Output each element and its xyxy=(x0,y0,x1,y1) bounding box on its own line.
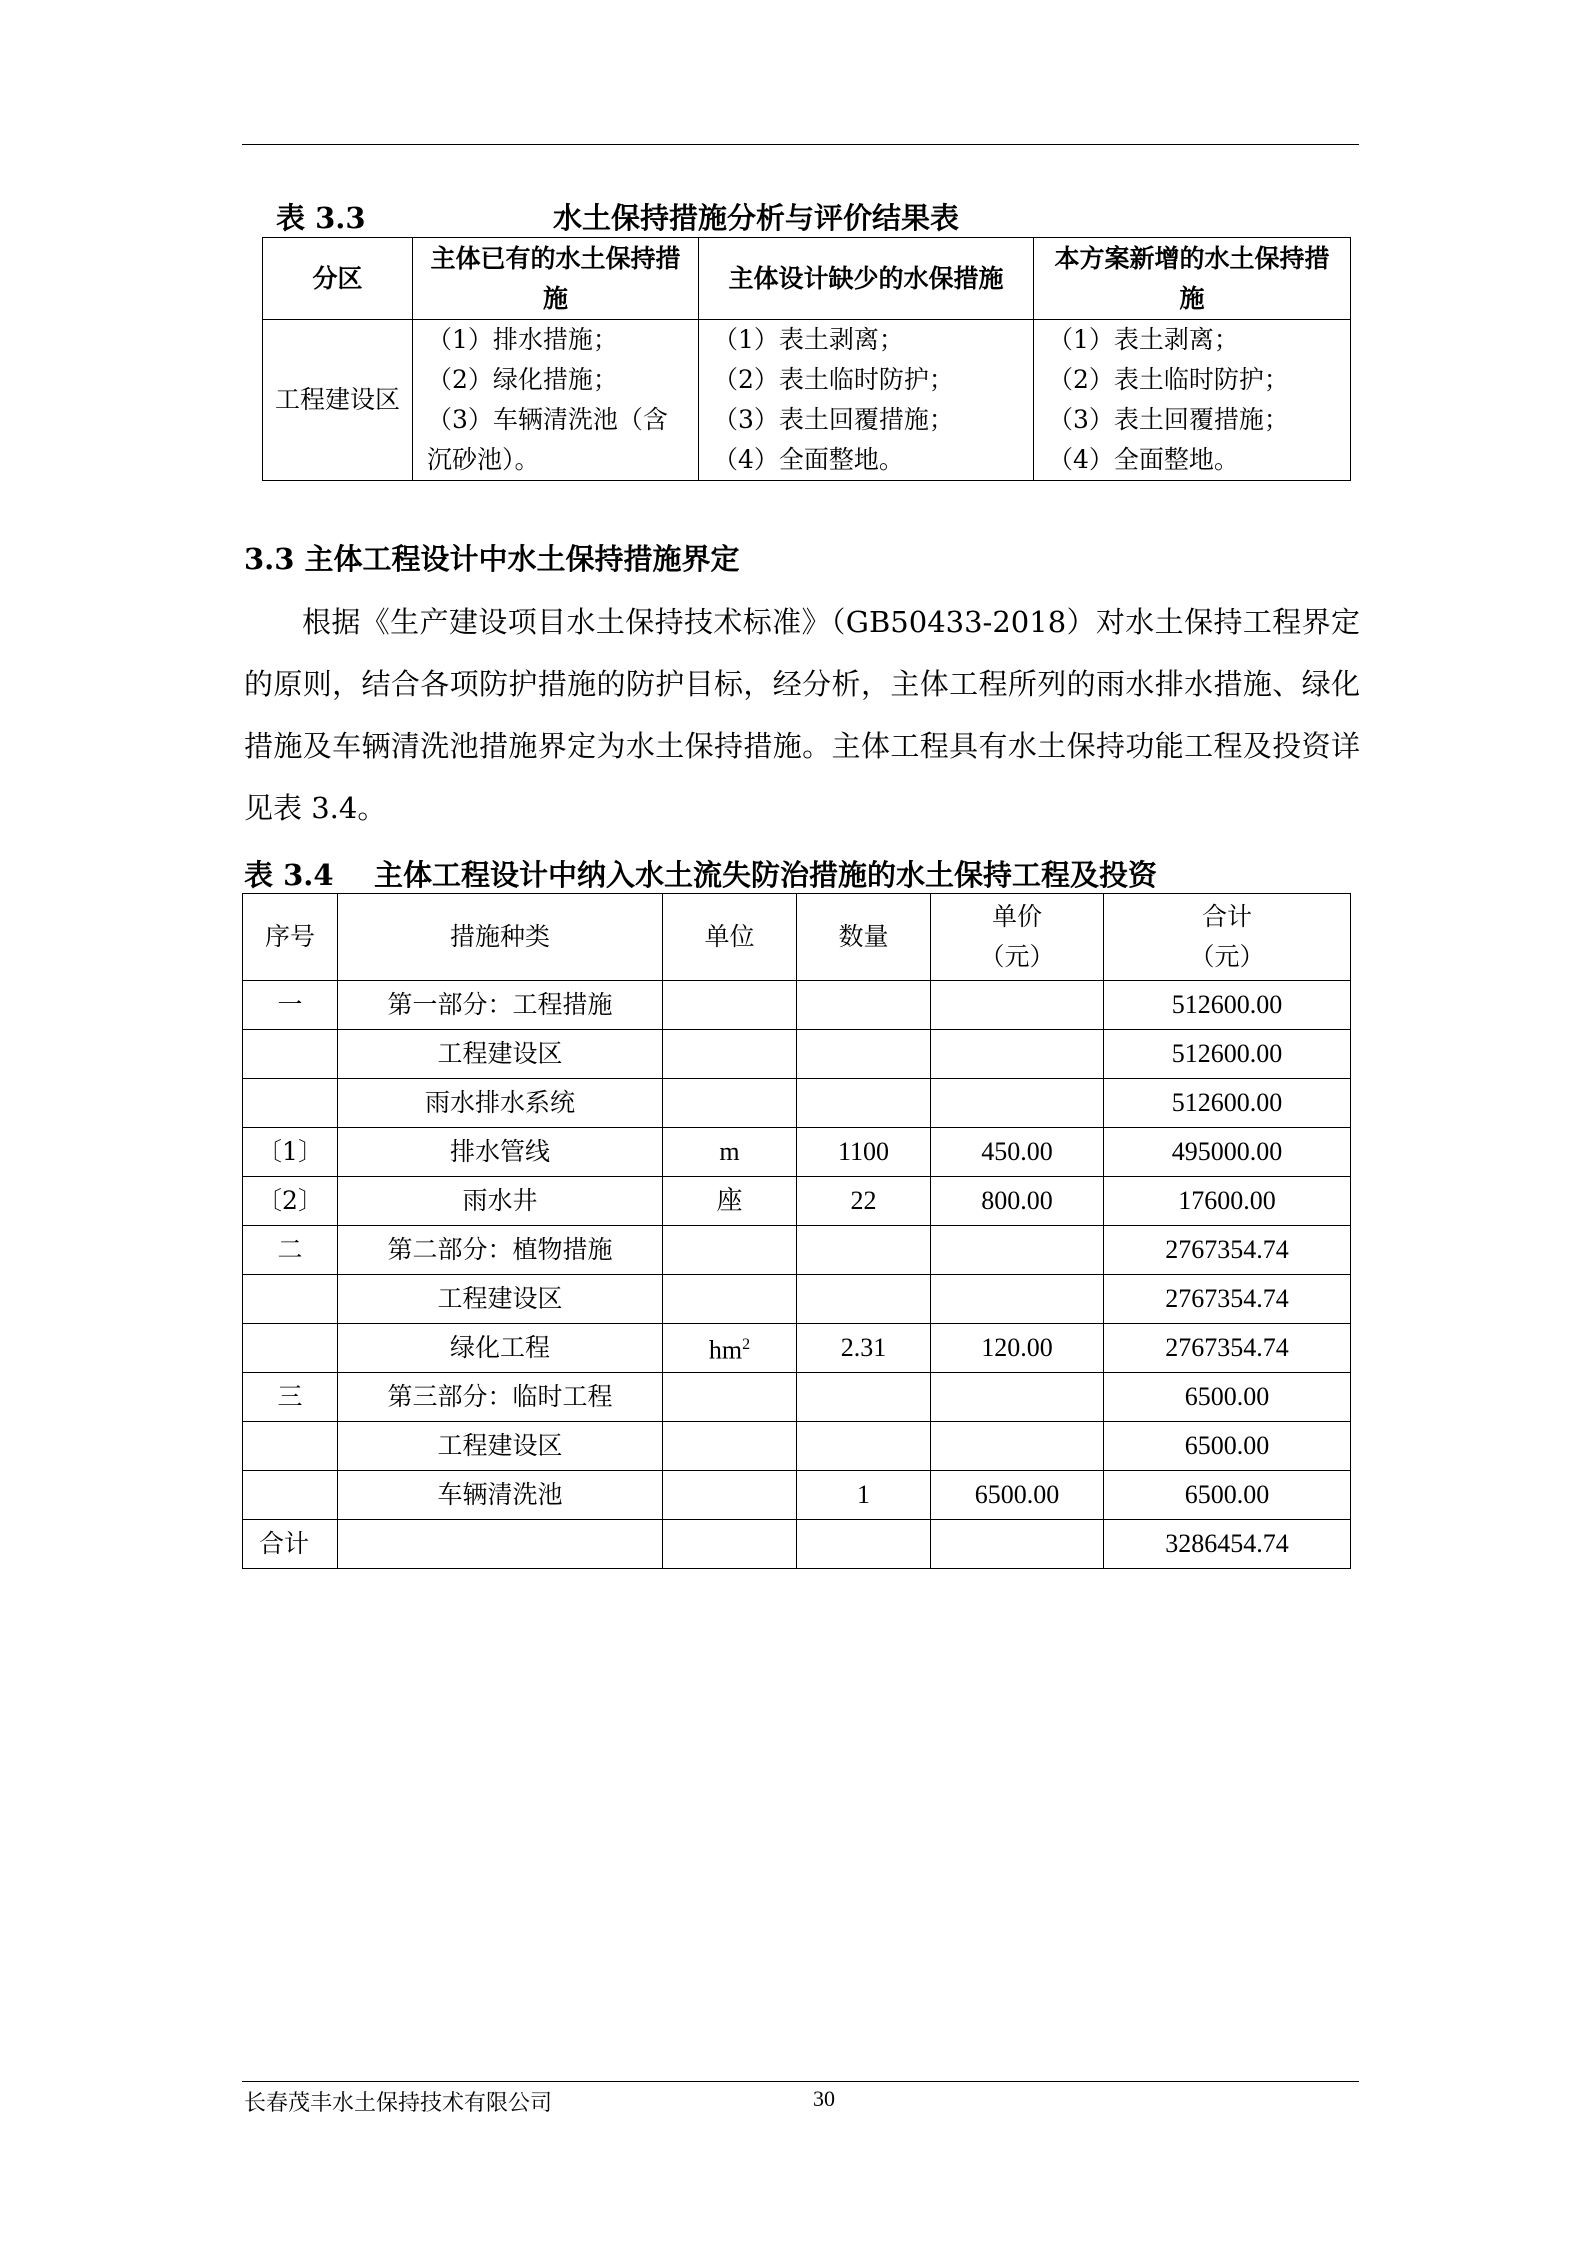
list-item: （3）表土回覆措施； xyxy=(713,405,954,434)
price-cell xyxy=(931,1030,1104,1079)
unit-cell xyxy=(663,1177,797,1226)
price-cell xyxy=(931,1373,1104,1422)
table-row xyxy=(243,981,1351,1030)
seq-cell xyxy=(243,1177,338,1226)
qty-cell xyxy=(797,1226,931,1275)
price-cell xyxy=(931,1226,1104,1275)
list-item: （2）绿化措施； xyxy=(427,365,618,394)
table-row xyxy=(243,1226,1351,1275)
list-item: （3）表土回覆措施； xyxy=(1048,405,1289,434)
qty-text: 2.31 xyxy=(840,1333,887,1362)
total-text: 3286454.74 xyxy=(1165,1529,1289,1558)
qty-cell xyxy=(797,1520,931,1569)
page-number: 30 xyxy=(813,2086,835,2111)
unit-cell xyxy=(663,1471,797,1520)
total-cell xyxy=(1104,1275,1351,1324)
price-cell xyxy=(931,1128,1104,1177)
list-item: （1）表土剥离； xyxy=(713,325,904,354)
type-text: 第一部分：工程措施 xyxy=(387,990,613,1019)
header-existing: 主体已有的水土保持措施 xyxy=(413,238,699,320)
table-row xyxy=(243,1471,1351,1520)
type-cell xyxy=(338,1471,663,1520)
list-item: （2）表土临时防护； xyxy=(713,365,954,394)
seq-cell xyxy=(243,1422,338,1471)
qty-cell xyxy=(797,1177,931,1226)
qty-cell xyxy=(797,1324,931,1373)
table-row xyxy=(243,1275,1351,1324)
total-cell xyxy=(1104,1520,1351,1569)
type-cell xyxy=(338,1128,663,1177)
price-cell xyxy=(931,1177,1104,1226)
total-text: 6500.00 xyxy=(1184,1431,1270,1460)
table-row xyxy=(243,1373,1351,1422)
type-text: 车辆清洗池 xyxy=(437,1480,563,1509)
seq-cell xyxy=(243,1079,338,1128)
header-total xyxy=(1104,894,1351,981)
added-measures-cell xyxy=(1034,320,1351,481)
qty-cell xyxy=(797,1275,931,1324)
seq-cell xyxy=(243,1030,338,1079)
type-text: 排水管线 xyxy=(449,1137,550,1166)
seq-cell xyxy=(243,1520,338,1569)
table-header-row xyxy=(243,894,1351,981)
table-3-4 xyxy=(242,893,1351,1569)
header-total-line1: 合计 xyxy=(1201,902,1252,931)
type-cell xyxy=(338,1373,663,1422)
price-cell xyxy=(931,1324,1104,1373)
footer-company: 长春茂丰水土保持技术有限公司 xyxy=(244,2091,553,2116)
table-3-3-title: 水土保持措施分析与评价结果表 xyxy=(553,201,960,235)
unit-cell xyxy=(663,1520,797,1569)
total-text: 17600.00 xyxy=(1178,1186,1276,1215)
unit-cell xyxy=(663,1275,797,1324)
seq-cell xyxy=(243,1324,338,1373)
type-text: 第二部分：植物措施 xyxy=(387,1235,613,1264)
list-item: （1）表土剥离； xyxy=(1048,325,1239,354)
total-text: 2767354.74 xyxy=(1165,1284,1289,1313)
type-cell xyxy=(338,1079,663,1128)
price-text: 800.00 xyxy=(981,1186,1053,1215)
type-cell xyxy=(338,1422,663,1471)
qty-cell xyxy=(797,1373,931,1422)
type-cell xyxy=(338,1275,663,1324)
total-text: 495000.00 xyxy=(1171,1137,1283,1166)
type-text: 工程建设区 xyxy=(437,1284,563,1313)
header-total-line2: （元） xyxy=(1189,942,1265,971)
zone-cell: 工程建设区 xyxy=(263,320,413,481)
seq-text: 一 xyxy=(277,990,303,1019)
list-item: （1）排水措施； xyxy=(427,325,618,354)
type-text: 第三部分：临时工程 xyxy=(387,1382,613,1411)
qty-text: 22 xyxy=(850,1186,877,1215)
header-zone: 分区 xyxy=(263,238,413,320)
qty-cell xyxy=(797,1079,931,1128)
qty-cell xyxy=(797,1030,931,1079)
section-heading: 3.3 主体工程设计中水土保持措施界定 xyxy=(244,542,740,576)
header-price-line2: （元） xyxy=(979,942,1055,971)
table-3-4-title: 主体工程设计中纳入水土流失防治措施的水土保持工程及投资 xyxy=(374,858,1158,892)
unit-cell xyxy=(663,1324,797,1373)
table-row xyxy=(243,1128,1351,1177)
table-3-3 xyxy=(262,237,1351,481)
unit-text: hm xyxy=(708,1335,743,1365)
unit-cell xyxy=(663,1128,797,1177)
total-text: 512600.00 xyxy=(1171,1039,1283,1068)
price-cell xyxy=(931,1275,1104,1324)
table-row xyxy=(243,1324,1351,1373)
missing-measures-cell xyxy=(699,320,1034,481)
list-item: （4）全面整地。 xyxy=(713,445,904,474)
type-text: 雨水井 xyxy=(462,1186,538,1215)
type-cell xyxy=(338,1520,663,1569)
total-cell xyxy=(1104,1079,1351,1128)
type-text: 雨水排水系统 xyxy=(424,1088,575,1117)
unit-cell xyxy=(663,1030,797,1079)
price-cell xyxy=(931,1079,1104,1128)
qty-cell xyxy=(797,981,931,1030)
list-item: （4）全面整地。 xyxy=(1048,445,1239,474)
seq-text: 〔1〕 xyxy=(257,1137,323,1166)
unit-cell xyxy=(663,1422,797,1471)
seq-cell xyxy=(243,1275,338,1324)
type-text: 工程建设区 xyxy=(437,1039,563,1068)
table-3-4-label: 表 3.4 xyxy=(244,858,334,892)
total-cell xyxy=(1104,1128,1351,1177)
type-cell xyxy=(338,981,663,1030)
type-cell xyxy=(338,1177,663,1226)
table-row xyxy=(243,1177,1351,1226)
total-cell xyxy=(1104,1030,1351,1079)
unit-cell xyxy=(663,981,797,1030)
qty-cell xyxy=(797,1128,931,1177)
table-row xyxy=(243,1030,1351,1079)
header-type: 措施种类 xyxy=(338,894,663,981)
total-text: 6500.00 xyxy=(1184,1382,1270,1411)
type-cell xyxy=(338,1226,663,1275)
footer-rule xyxy=(242,2081,1359,2082)
header-seq: 序号 xyxy=(243,894,338,981)
type-cell xyxy=(338,1030,663,1079)
type-cell xyxy=(338,1324,663,1373)
total-text: 512600.00 xyxy=(1171,1088,1283,1117)
table-header-row xyxy=(263,238,1351,320)
total-cell xyxy=(1104,1324,1351,1373)
qty-text: 1 xyxy=(857,1480,870,1509)
table-3-3-label: 表 3.3 xyxy=(276,201,366,235)
total-text: 512600.00 xyxy=(1171,990,1283,1019)
unit-cell xyxy=(663,1373,797,1422)
header-price-line1: 单价 xyxy=(991,902,1042,931)
total-cell xyxy=(1104,1471,1351,1520)
header-rule xyxy=(242,144,1359,145)
list-item: （2）表土临时防护； xyxy=(1048,365,1289,394)
header-price xyxy=(931,894,1104,981)
seq-cell xyxy=(243,1128,338,1177)
existing-measures-cell xyxy=(413,320,699,481)
unit-cell xyxy=(663,1079,797,1128)
price-cell xyxy=(931,1520,1104,1569)
seq-cell xyxy=(243,981,338,1030)
total-cell xyxy=(1104,981,1351,1030)
seq-text: 二 xyxy=(277,1235,303,1264)
total-text: 2767354.74 xyxy=(1165,1333,1289,1362)
seq-cell xyxy=(243,1373,338,1422)
total-cell xyxy=(1104,1373,1351,1422)
price-cell xyxy=(931,981,1104,1030)
total-text: 2767354.74 xyxy=(1165,1235,1289,1264)
total-text: 6500.00 xyxy=(1184,1480,1270,1509)
table-row xyxy=(243,1422,1351,1471)
total-cell xyxy=(1104,1177,1351,1226)
header-missing: 主体设计缺少的水保措施 xyxy=(699,238,1034,320)
table-row xyxy=(263,320,1351,481)
seq-text: 三 xyxy=(277,1382,303,1411)
price-cell xyxy=(931,1422,1104,1471)
unit-cell xyxy=(663,1226,797,1275)
price-text: 450.00 xyxy=(981,1137,1053,1166)
price-text: 120.00 xyxy=(981,1333,1053,1362)
qty-cell xyxy=(797,1422,931,1471)
seq-cell xyxy=(243,1471,338,1520)
type-text: 绿化工程 xyxy=(449,1333,550,1362)
list-item: 沉砂池）。 xyxy=(427,445,540,474)
unit-text: 座 xyxy=(716,1186,743,1215)
total-cell xyxy=(1104,1422,1351,1471)
header-added: 本方案新增的水土保持措施 xyxy=(1034,238,1351,320)
body-paragraph: 根据《生产建设项目水土保持技术标准》（GB50433-2018）对水土保持工程界定的原则，结合各项防护措施的防护目标，经分析，主体工程所列的雨水排水措施、绿化措施及车辆清洗池措施界定为水土保持措施。主体工程具有水土保持功能工程及投资详见表 3.4。 xyxy=(244,605,1360,825)
qty-text: 1100 xyxy=(837,1137,890,1166)
type-text: 工程建设区 xyxy=(437,1431,563,1460)
price-text: 6500.00 xyxy=(974,1480,1060,1509)
unit-superscript: 2 xyxy=(742,1336,751,1354)
unit-text: m xyxy=(719,1137,740,1166)
seq-text: 〔2〕 xyxy=(257,1186,323,1215)
header-unit: 单位 xyxy=(663,894,797,981)
table-row xyxy=(243,1520,1351,1569)
total-cell xyxy=(1104,1226,1351,1275)
header-qty: 数量 xyxy=(797,894,931,981)
price-cell xyxy=(931,1471,1104,1520)
seq-cell xyxy=(243,1226,338,1275)
table-row xyxy=(243,1079,1351,1128)
seq-text: 合计 xyxy=(259,1529,310,1558)
qty-cell xyxy=(797,1471,931,1520)
list-item: （3）车辆清洗池（含 xyxy=(427,405,668,434)
